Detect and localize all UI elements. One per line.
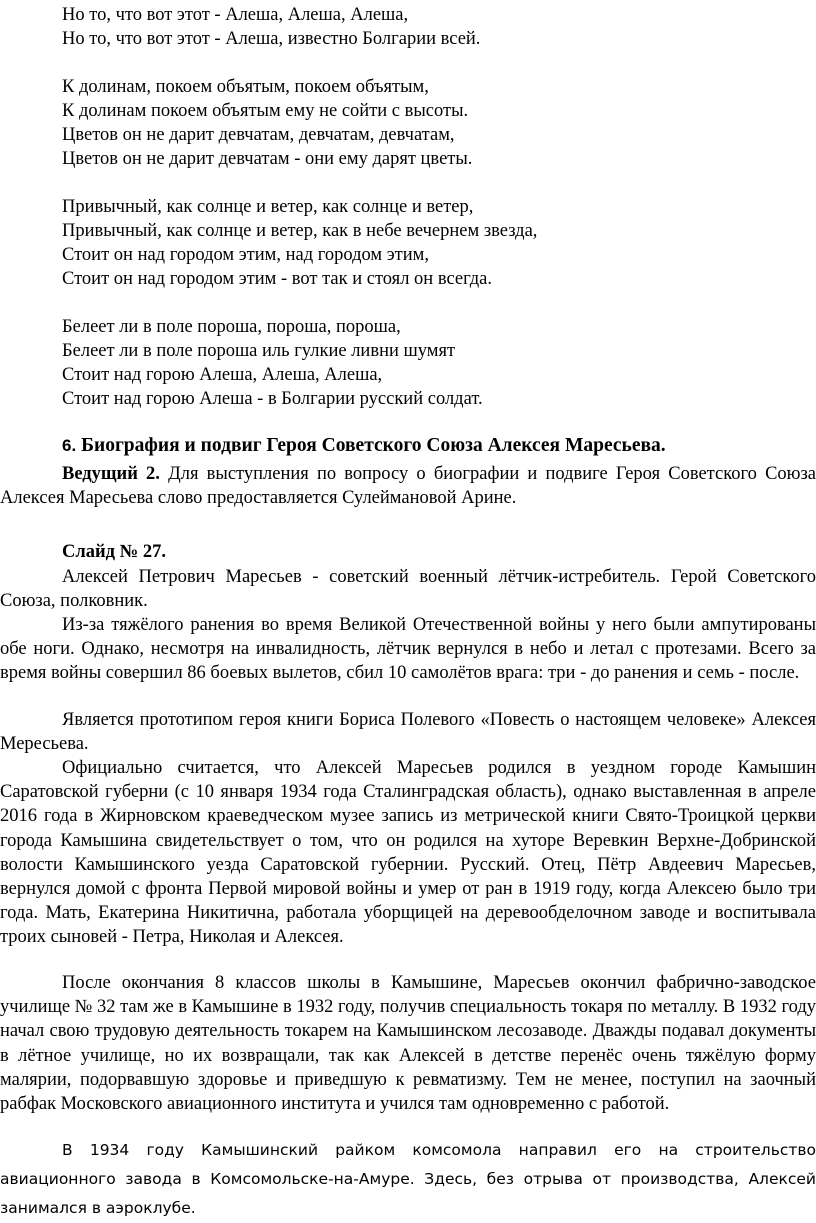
poem-line: Стоит он над городом этим, над городом этим, (62, 245, 429, 265)
poem-line: Белеет ли в поле пороша, пороша, пороша, (62, 317, 401, 337)
poem-line: Цветов он не дарит девчатам - они ему дарят цветы. (62, 149, 473, 169)
intro-paragraph (0, 462, 816, 510)
section-title: Биография и подвиг Героя Советского Союза Алексея Маресьева. (81, 435, 666, 456)
slide-label: Слайд № 27. (62, 542, 166, 562)
section-number: 6. (62, 436, 77, 455)
poem-line: Но то, что вот этот - Алеша, известно Болгарии всей. (62, 29, 481, 49)
last-paragraph: В 1934 году Камышинский райком комсомола направил его на строительство авиационного завода в Комсомольске-на-Амуре. Здесь, без отрыва от производства, Алексей занимался в аэроклубе. (0, 1141, 816, 1217)
poem-line: Привычный, как солнце и ветер, как солнце и ветер, (62, 197, 474, 217)
intro-text: Для выступления по вопросу о биографии и подвиге Героя Советского Союза Алексея Маресьева слово предоставляется Сулеймановой Арине. (0, 464, 816, 509)
body-paragraph: Алексей Петрович Маресьев - советский военный лётчик-истребитель. Герой Советского Союза, полковник. (0, 567, 816, 612)
speaker-label: Ведущий 2. (62, 464, 160, 484)
poem-line: Но то, что вот этот - Алеша, Алеша, Алеша, (62, 5, 409, 25)
section-heading (62, 433, 666, 459)
body-paragraph: Является прототипом героя книги Бориса Полевого «Повесть о настоящем человеке» Алексея Мересьева. (0, 710, 816, 755)
poem-line: Привычный, как солнце и ветер, как в небе вечернем звезда, (62, 221, 538, 241)
poem-line: Белеет ли в поле пороша иль гулкие ливни шумят (62, 341, 456, 361)
body-paragraph: После окончания 8 классов школы в Камышине, Маресьев окончил фабрично-заводское училище № 32 там же в Камышине в 1932 году, получив специальность токаря по металлу. В 1932 году начал свою трудовую деятельность токарем на Камышинском лесозаводе. Дважды подавал документы в лётное училище, но их возвращали, так как Алексей в детстве перенёс очень тяжёлую форму малярии, подорвавшую здоровье и приведшую к ревматизму. Тем не менее, поступил на заочный рабфак Московского авиационного института и учился там одновременно с работой. (0, 973, 816, 1115)
body-paragraph: Официально считается, что Алексей Маресьев родился в уездном городе Камышин Саратовской губерни (с 10 января 1934 года Сталинградская область), однако выставленная в апреле 2016 года в Жирновском краеведческом музее запись из метрической книги Свято-Троицкой церкви города Камышина свидетельствует о том, что он родился на хуторе Веревкин Верхне-Добринской волости Камышинского уезда Саратовской губернии. Русский. Отец, Пётр Авдеевич Маресьев, вернулся домой с фронта Первой мировой войны и умер от ран в 1919 году, когда Алексею было три года. Мать, Екатерина Никитична, работала уборщицей на деревообделочном заводе и воспитывала троих сыновей - Петра, Николая и Алексея. (0, 758, 816, 948)
poem-line: К долинам покоем объятым ему не сойти с высоты. (62, 101, 469, 121)
poem-line: Цветов он не дарит девчатам, девчатам, девчатам, (62, 125, 455, 145)
poem-line: Стоит над горою Алеша - в Болгарии русский солдат. (62, 389, 483, 409)
body-paragraph: Из-за тяжёлого ранения во время Великой Отечественной войны у него были ампутированы обе ноги. Однако, несмотря на инвалидность, лётчик вернулся в небо и летал с протезами. Всего за время войны совершил 86 боевых вылетов, сбил 10 самолётов врага: три - до ранения и семь - после. (0, 615, 816, 684)
poem-line: Стоит над горою Алеша, Алеша, Алеша, (62, 365, 383, 385)
poem-line: Стоит он над городом этим - вот так и стоял он всегда. (62, 269, 493, 289)
poem-line: К долинам, покоем объятым, покоем объятым, (62, 77, 429, 97)
